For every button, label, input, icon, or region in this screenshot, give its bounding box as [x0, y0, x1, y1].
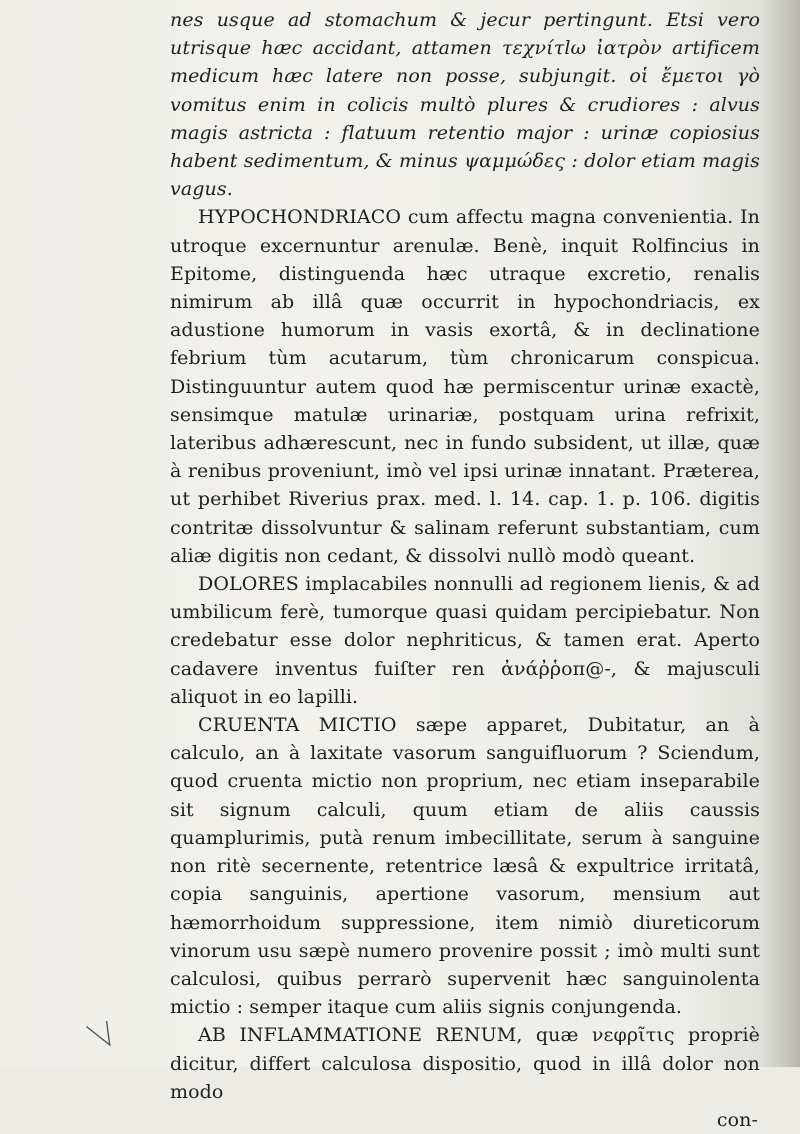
margin-pen-mark [82, 1012, 130, 1066]
page-edge-shadow [762, 0, 800, 1067]
paragraph-cruenta-mictio: CRUENTA MICTIO sæpe apparet, Dubitatur, an à calculo, an à laxitate vasorum sanguifluorum ? Sciendum, quod cruenta mictio non proprium, nec etiam inseparabile sit signum calculi, quum etiam de aliis caussis quamplurimis, putà renum imbecillitate, serum à sanguine non ritè secernente, retentrice læsâ & expultrice irritatâ, copia sanguinis, apertione vasorum, mensium aut hæmorrhoidum suppressione, item nimiò diureticorum vinorum usu sæpè numero provenire possit ; imò multi sunt calculosi, quibus perrarò supervenit hæc sanguinolenta mictio : semper itaque cum aliis signis conjungenda. [170, 714, 760, 1019]
catchword: con- [716, 1108, 758, 1131]
text-column [170, 6, 760, 1134]
paragraph-dolores: DOLORES implacabiles nonnulli ad regionem lienis, & ad umbilicum ferè, tumorque quasi quidam percipiebatur. Non credebatur esse dolor nephriticus, & tamen erat. Aperto cadavere inventus fuiſter ren ἀνάῤῥοπ@-, & majusculi aliquot in eo lapilli. [170, 573, 760, 708]
paragraph-continuation: nes usque ad stomachum & jecur pertingunt. Etsi vero utrisque hæc accidant, attamen τεχνίτlω ἰατρὸν artificem medicum hæc latere non posse, subjungit. οἱ ἔμετοι γὸ vomitus enim in colicis multò plures & crudiores : alvus magis astricta : flatuum retentio major : urinæ copiosius habent sedimentum, & minus ψαμμώδες : dolor etiam magis vagus. [170, 9, 760, 201]
paragraph-inflammatione-renum: AB INFLAMMATIONE RENUM, quæ νεφρῖτις propriè dicitur, differt calculosa dispositio, quod in illâ dolor non modo [170, 1024, 760, 1103]
paragraph-hypochondriaco: HYPOCHONDRIACO cum affectu magna convenientia. In utroque excernuntur arenulæ. Benè, inquit Rolfincius in Epitome, distinguenda hæc utraque excretio, renalis nimirum ab illâ quæ occurrit in hypochondriacis, ex adustione humorum in vasis exortâ, & in declinatione febrium tùm acutarum, tùm chronicarum conspicua. Distinguuntur autem quod hæ permiscentur urinæ exactè, sensimque matulæ urinariæ, postquam urina refrixit, lateribus adhærescunt, nec in fundo subsident, ut illæ, quæ à renibus proveniunt, imò vel ipsi urinæ innatant. Præterea, ut perhibet Riverius prax. med. l. 14. cap. 1. p. 106. digitis contritæ dissolvuntur & salinam referunt substantiam, cum aliæ digitis non cedant, & dissolvi nullò modò queant. [170, 206, 760, 567]
